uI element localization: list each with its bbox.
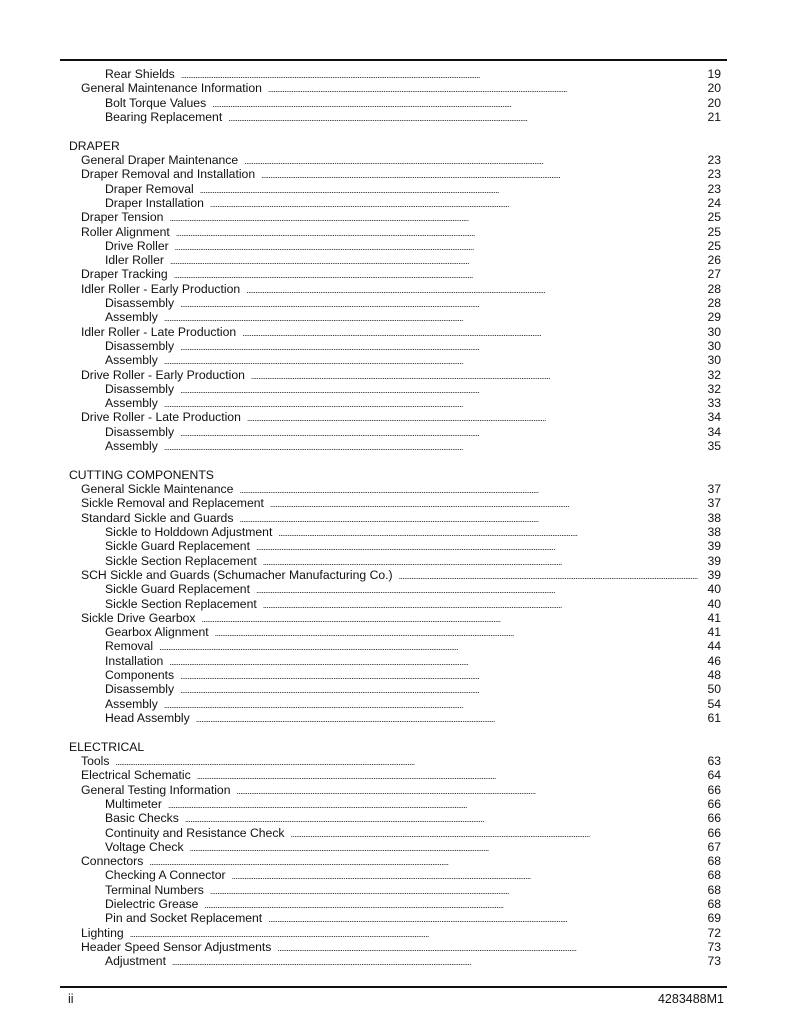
toc-entry-page: 25 (707, 210, 721, 225)
toc-section-heading: DRAPER (69, 138, 120, 153)
toc-entry-page: 20 (707, 81, 721, 96)
toc-entry-label: Draper Removal (105, 181, 194, 196)
toc-entry-page: 66 (707, 825, 721, 840)
toc-entry-page: 32 (707, 381, 721, 396)
toc-entry-label: Assembly (105, 353, 158, 368)
toc-subentry[interactable] (105, 897, 721, 912)
toc-subentry[interactable] (105, 182, 721, 197)
toc-entry-label: Sickle Section Replacement (105, 553, 257, 568)
toc-entry-label: General Testing Information (81, 782, 231, 797)
toc-entry[interactable] (81, 368, 721, 383)
toc-subentry[interactable] (105, 96, 721, 111)
toc-entry[interactable] (81, 153, 721, 168)
toc-entry-label: General Maintenance Information (81, 81, 262, 96)
toc-entry-page: 68 (707, 868, 721, 883)
toc-entry-label: Draper Tension (81, 210, 164, 225)
toc-entry-label: Sickle Drive Gearbox (81, 610, 196, 625)
toc-entry[interactable] (81, 940, 721, 955)
toc-subentry[interactable] (105, 654, 721, 669)
toc-entry-label: Voltage Check (105, 839, 184, 854)
toc-entry-label: Checking A Connector (105, 868, 226, 883)
toc-entry-page: 21 (707, 109, 721, 124)
toc-entry-page: 66 (707, 811, 721, 826)
toc-subentry[interactable] (105, 826, 721, 841)
toc-entry-label: Lighting (81, 925, 124, 940)
toc-entry-page: 48 (707, 668, 721, 682)
toc-entry-page: 30 (707, 338, 721, 353)
toc-entry-label: Sickle Guard Replacement (105, 582, 250, 597)
toc-entry[interactable] (81, 482, 721, 497)
toc-entry-page: 27 (707, 267, 721, 282)
toc-subentry[interactable] (105, 911, 721, 926)
toc-entry[interactable] (81, 926, 721, 941)
toc-subentry[interactable] (105, 883, 721, 898)
toc-subentry[interactable] (105, 554, 721, 569)
toc-entry[interactable] (81, 325, 721, 340)
toc-subentry[interactable] (105, 310, 721, 325)
toc-entry-page: 46 (707, 653, 721, 668)
toc-entry-label: Assembly (105, 696, 158, 711)
dot-leader (172, 954, 701, 970)
toc-entry-label: Multimeter (105, 796, 162, 811)
toc-entry-label: Terminal Numbers (105, 882, 204, 897)
toc-entry-page: 34 (707, 410, 721, 425)
toc-entry-label: Drive Roller (105, 238, 169, 253)
toc-entry-label: Sickle Removal and Replacement (81, 496, 264, 511)
toc-subentry[interactable] (105, 597, 721, 612)
toc-entry-label: Assembly (105, 310, 158, 325)
toc-entry-page: 67 (707, 839, 721, 854)
toc-entry-label: Roller Alignment (81, 224, 170, 239)
toc-entry-label: Electrical Schematic (81, 768, 191, 783)
toc-entry-page: 26 (707, 253, 721, 268)
toc-entry-label: Sickle Section Replacement (105, 596, 257, 611)
toc-section-heading: CUTTING COMPONENTS (69, 467, 214, 482)
toc-entry-page: 37 (707, 496, 721, 511)
toc-entry-page: 39 (707, 539, 721, 554)
toc-entry-label: Idler Roller - Early Production (81, 281, 241, 296)
toc-entry-label: General Draper Maintenance (81, 153, 239, 167)
toc-entry-label: Disassembly (105, 682, 175, 697)
toc-entry[interactable] (81, 267, 721, 282)
toc-entry-page: 40 (707, 582, 721, 597)
toc-entry-page: 66 (707, 782, 721, 797)
toc-subentry[interactable] (105, 797, 721, 812)
toc-entry-label: Connectors (81, 854, 144, 869)
toc-entry-label: Header Speed Sensor Adjustments (81, 939, 272, 954)
footer-document-id: 4283488M1 (657, 992, 724, 1006)
toc-entry-label: Standard Sickle and Guards (81, 510, 234, 525)
toc-entry-label: Head Assembly (105, 710, 190, 725)
toc-entry-label: General Sickle Maintenance (81, 482, 234, 497)
toc-entry-label: Draper Tracking (81, 267, 168, 282)
toc-entry[interactable] (81, 496, 721, 511)
toc-entry-page: 72 (707, 925, 721, 940)
toc-entry-page: 61 (707, 710, 721, 725)
toc-subentry[interactable] (105, 868, 721, 883)
toc-entry-label: Installation (105, 653, 164, 668)
toc-entry-label: Drive Roller - Late Production (81, 410, 241, 425)
toc-entry-label: Assembly (105, 396, 158, 411)
toc-entry-label: Idler Roller - Late Production (81, 324, 237, 339)
toc-entry-label: Disassembly (105, 424, 175, 439)
footer-page-number: ii (68, 992, 74, 1006)
toc-entry-page: 66 (707, 796, 721, 811)
toc-entry-page: 41 (707, 625, 721, 640)
toc-subentry[interactable] (105, 697, 721, 712)
toc-entry-page: 69 (707, 911, 721, 926)
toc-entry-page: 30 (707, 324, 721, 339)
toc-entry-page: 35 (707, 439, 721, 453)
toc-entry-page: 38 (707, 525, 721, 539)
toc-entry-label: Components (105, 668, 175, 682)
toc-subentry[interactable] (105, 110, 721, 125)
toc-subentry[interactable] (105, 525, 721, 540)
toc-entry-label: Adjustment (105, 954, 166, 969)
toc-entry-page: 33 (707, 396, 721, 411)
dot-leader (164, 439, 702, 455)
toc-entry[interactable] (81, 81, 721, 96)
toc-entry-page: 32 (707, 367, 721, 382)
toc-subentry[interactable] (105, 682, 721, 697)
toc-entry[interactable] (81, 210, 721, 225)
toc-entry-page: 28 (707, 296, 721, 310)
toc-entry-label: Disassembly (105, 381, 175, 396)
toc-section-heading: ELECTRICAL (69, 739, 145, 754)
toc-entry-page: 73 (707, 954, 721, 969)
toc-entry-page: 28 (707, 281, 721, 296)
toc-subentry[interactable] (105, 840, 721, 855)
toc-entry-label: Disassembly (105, 296, 175, 310)
toc-entry[interactable] (81, 282, 721, 297)
toc-entry-label: Continuity and Resistance Check (105, 825, 285, 840)
toc-subentry[interactable] (105, 625, 721, 640)
toc-entry-label: Disassembly (105, 338, 175, 353)
toc-subentry[interactable] (105, 396, 721, 411)
toc-entry-label: Bearing Replacement (105, 109, 223, 124)
toc-subentry[interactable] (105, 296, 721, 311)
dot-leader (196, 711, 702, 727)
toc-entry-page: 29 (707, 310, 721, 325)
toc-entry-page: 37 (707, 482, 721, 497)
toc-subentry[interactable] (105, 582, 721, 597)
toc-entry-label: Basic Checks (105, 811, 179, 826)
toc-subentry[interactable] (105, 253, 721, 268)
toc-entry-page: 54 (707, 696, 721, 711)
toc-entry-label: Draper Installation (105, 195, 204, 210)
toc-entry[interactable] (81, 167, 721, 182)
toc-entry[interactable] (81, 754, 721, 769)
toc-entry-page: 68 (707, 882, 721, 897)
toc-entry-page: 64 (707, 768, 721, 783)
toc-subentry[interactable] (105, 539, 721, 554)
toc-entry[interactable] (81, 568, 721, 583)
toc-entry-label: SCH Sickle and Guards (Schumacher Manufacturing Co.) (81, 567, 393, 582)
toc-entry-page: 63 (707, 754, 721, 768)
toc-entry-page: 39 (707, 553, 721, 568)
toc-entry-page: 23 (707, 167, 721, 182)
toc-entry-label: Assembly (105, 439, 158, 453)
toc-entry-page: 44 (707, 639, 721, 654)
toc-subentry[interactable] (105, 425, 721, 440)
toc-subentry[interactable] (105, 811, 721, 826)
toc-entry-page: 68 (707, 854, 721, 869)
toc-entry-label: Dielectric Grease (105, 897, 199, 911)
toc-entry[interactable] (81, 768, 721, 783)
toc-subentry[interactable] (105, 67, 721, 82)
toc-subentry[interactable] (105, 353, 721, 368)
toc-entry-page: 23 (707, 181, 721, 196)
toc-entry-page: 20 (707, 95, 721, 110)
toc-entry-page: 41 (707, 610, 721, 625)
toc-entry-label: Sickle to Holddown Adjustment (105, 525, 273, 539)
toc-subentry[interactable] (105, 339, 721, 354)
toc-subentry[interactable] (105, 668, 721, 683)
toc-entry-label: Sickle Guard Replacement (105, 539, 250, 554)
toc-entry-page: 25 (707, 238, 721, 253)
toc-entry-page: 34 (707, 424, 721, 439)
toc-entry-page: 73 (707, 939, 721, 954)
toc-entry-page: 39 (707, 567, 721, 582)
toc-entry-label: Draper Removal and Installation (81, 167, 256, 182)
toc-entry-label: Removal (105, 639, 154, 654)
toc-entry[interactable] (81, 854, 721, 869)
toc-entry-page: 23 (707, 153, 721, 167)
toc-entry-page: 30 (707, 353, 721, 368)
toc-entry[interactable] (81, 511, 721, 526)
toc-entry-page: 68 (707, 897, 721, 911)
toc-entry-label: Idler Roller (105, 253, 164, 268)
toc-entry-page: 24 (707, 195, 721, 210)
toc-entry[interactable] (81, 611, 721, 626)
toc-subentry[interactable] (105, 382, 721, 397)
toc-entry-label: Gearbox Alignment (105, 625, 209, 640)
toc-subentry[interactable] (105, 439, 721, 454)
toc-entry-label: Bolt Torque Values (105, 95, 207, 110)
toc-entry[interactable] (81, 225, 721, 240)
toc-subentry[interactable] (105, 239, 721, 254)
dot-leader (228, 110, 701, 126)
toc-entry-label: Drive Roller - Early Production (81, 367, 245, 382)
toc-entry-label: Tools (81, 754, 110, 768)
toc-subentry[interactable] (105, 711, 721, 726)
toc-subentry[interactable] (105, 196, 721, 211)
toc-entry-label: Pin and Socket Replacement (105, 911, 263, 926)
toc-entry-page: 38 (707, 510, 721, 525)
bottom-rule (60, 986, 727, 988)
toc-entry[interactable] (81, 783, 721, 798)
toc-subentry[interactable] (105, 954, 721, 969)
toc-entry-label: Rear Shields (105, 67, 175, 81)
toc-subentry[interactable] (105, 639, 721, 654)
toc-entry[interactable] (81, 410, 721, 425)
toc-entry-page: 25 (707, 224, 721, 239)
toc-entry-page: 50 (707, 682, 721, 697)
toc-entry-page: 19 (707, 67, 721, 81)
toc-entry-page: 40 (707, 596, 721, 611)
